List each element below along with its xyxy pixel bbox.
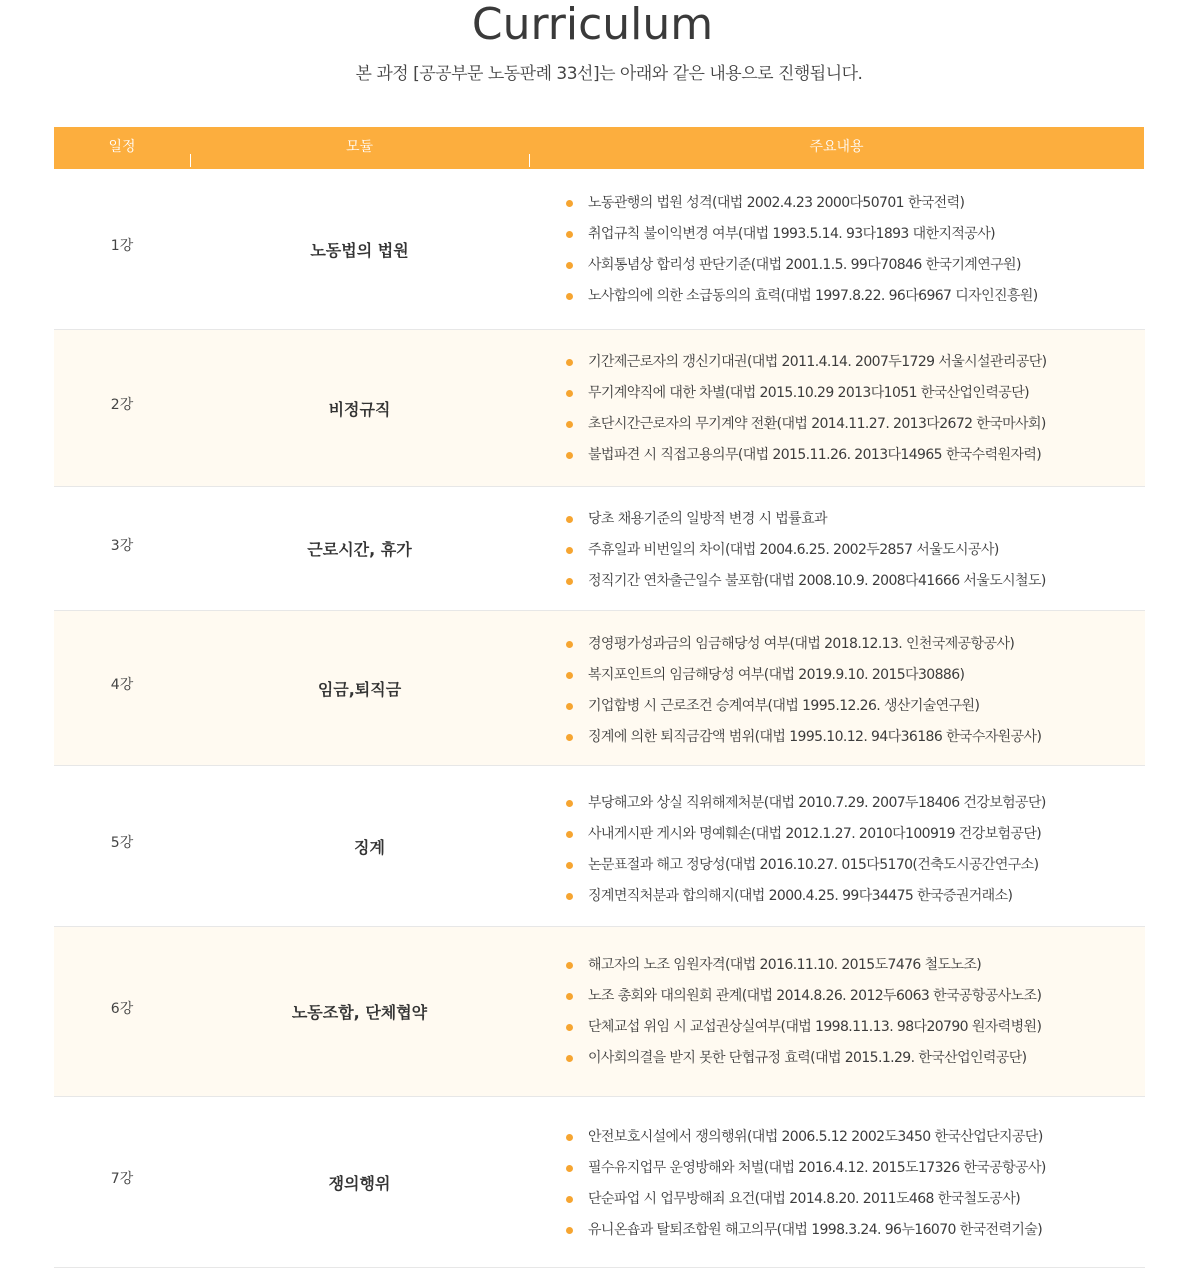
session-number: 6강 — [110, 1000, 134, 1017]
content-list — [566, 634, 1041, 758]
list-item — [566, 886, 1046, 917]
content-list — [566, 955, 1041, 1079]
session-number: 1강 — [110, 238, 134, 254]
content-list — [566, 193, 1038, 317]
list-item-text: 징계면직처분과 합의해지(대법 2000.4.25. 99다34475 한국증권거래소) — [588, 888, 1013, 904]
table-body — [54, 169, 1144, 1268]
bullet-icon — [566, 1024, 573, 1031]
list-item — [566, 1127, 1046, 1158]
bullet-icon — [566, 734, 573, 741]
bullet-icon — [566, 200, 573, 207]
list-item — [566, 255, 1038, 286]
bullet-icon — [566, 641, 573, 648]
bullet-icon — [566, 1055, 573, 1062]
bullet-icon — [566, 1134, 573, 1141]
list-item-text: 노조 총회와 대의원회 관계(대법 2014.8.26. 2012두6063 한국공항공사노조) — [588, 988, 1042, 1004]
bullet-icon — [566, 703, 573, 710]
list-item-text: 복지포인트의 임금해당성 여부(대법 2019.9.10. 2015다30886) — [588, 667, 965, 683]
session-number: 4강 — [110, 677, 134, 693]
list-item-text: 이사회의결을 받지 못한 단협규정 효력(대법 2015.1.29. 한국산업인력공단) — [588, 1050, 1027, 1066]
bullet-icon — [566, 831, 573, 838]
list-item — [566, 540, 1046, 571]
list-item — [566, 727, 1041, 758]
list-item-text: 유니온숍과 탈퇴조합원 해고의무(대법 1998.3.24. 96누16070 한국전력기술) — [588, 1222, 1043, 1238]
table-row — [54, 611, 1145, 766]
module-name: 임금,퇴직금 — [317, 679, 402, 699]
list-item — [566, 286, 1038, 317]
session-number: 3강 — [110, 537, 134, 554]
bullet-icon — [566, 1227, 573, 1234]
list-item — [566, 414, 1047, 445]
table-row — [54, 330, 1145, 487]
bullet-icon — [566, 231, 573, 238]
bullet-icon — [566, 672, 573, 679]
table-row — [54, 487, 1145, 611]
list-item-text: 초단시간근로자의 무기계약 전환(대법 2014.11.27. 2013다2672 한국마사회) — [588, 416, 1046, 432]
bullet-icon — [566, 516, 573, 523]
table-row — [54, 766, 1145, 927]
bullet-icon — [566, 893, 573, 900]
table-row — [54, 1097, 1145, 1268]
list-item-text: 노동관행의 법원 성격(대법 2002.4.23 2000다50701 한국전력) — [588, 195, 965, 211]
list-item — [566, 224, 1038, 255]
page-subtitle: 본 과정 [공공부문 노동판례 33선]는 아래와 같은 내용으로 진행됩니다. — [355, 64, 863, 84]
content-list — [566, 1127, 1046, 1251]
list-item-text: 정직기간 연차출근일수 불포함(대법 2008.10.9. 2008다41666 서울도시철도) — [588, 573, 1046, 589]
session-number: 7강 — [110, 1171, 134, 1187]
list-item — [566, 855, 1046, 886]
header-module: 모듈 — [345, 139, 374, 155]
list-item — [566, 986, 1041, 1017]
module-name: 근로시간, 휴가 — [307, 540, 412, 559]
list-item — [566, 1048, 1041, 1079]
list-item-text: 무기계약직에 대한 차별(대법 2015.10.29 2013다1051 한국산업인력공단) — [588, 385, 1029, 401]
list-item — [566, 793, 1046, 824]
session-number: 5강 — [110, 835, 134, 851]
list-item-text: 사회통념상 합리성 판단기준(대법 2001.1.5. 99다70846 한국기계연구원) — [588, 257, 1021, 273]
module-name: 쟁의행위 — [328, 1173, 391, 1193]
list-item-text: 논문표절과 해고 정당성(대법 2016.10.27. 015다5170(건축도시공간연구소) — [588, 857, 1039, 873]
list-item-text: 안전보호시설에서 쟁의행위(대법 2006.5.12 2002도3450 한국산업단지공단) — [588, 1129, 1043, 1145]
list-item — [566, 1158, 1046, 1189]
list-item — [566, 352, 1047, 383]
bullet-icon — [566, 547, 573, 554]
list-item — [566, 665, 1041, 696]
header-content: 주요내용 — [809, 139, 864, 155]
bullet-icon — [566, 800, 573, 807]
bullet-icon — [566, 1196, 573, 1203]
list-item-text: 해고자의 노조 임원자격(대법 2016.11.10. 2015도7476 철도노조) — [588, 957, 982, 973]
list-item — [566, 193, 1038, 224]
list-item-text: 필수유지업무 운영방해와 처벌(대법 2016.4.12. 2015도17326 한국공항공사) — [588, 1160, 1046, 1176]
content-list — [566, 509, 1046, 602]
session-number: 2강 — [110, 397, 134, 413]
list-item-text: 단체교섭 위임 시 교섭권상실여부(대법 1998.11.13. 98다20790 원자력병원) — [588, 1019, 1042, 1035]
list-item — [566, 1220, 1046, 1251]
bullet-icon — [566, 862, 573, 869]
list-item — [566, 634, 1041, 665]
header-session: 일정 — [108, 139, 136, 155]
module-name: 징계 — [354, 837, 385, 857]
bullet-icon — [566, 390, 573, 397]
bullet-icon — [566, 1165, 573, 1172]
bullet-icon — [566, 359, 573, 366]
module-name: 노동법의 법원 — [310, 240, 409, 260]
bullet-icon — [566, 962, 573, 969]
list-item — [566, 955, 1041, 986]
list-item-text: 기업합병 시 근로조건 승계여부(대법 1995.12.26. 생산기술연구원) — [588, 698, 980, 714]
list-item — [566, 696, 1041, 727]
content-list — [566, 793, 1046, 917]
list-item-text: 경영평가성과금의 임금해당성 여부(대법 2018.12.13. 인천국제공항공사) — [588, 636, 1015, 652]
table-row — [54, 927, 1145, 1097]
list-item — [566, 1189, 1046, 1220]
list-item — [566, 509, 1046, 540]
table-row — [54, 169, 1145, 330]
bullet-icon — [566, 452, 573, 459]
list-item-text: 단순파업 시 업무방해죄 요건(대법 2014.8.20. 2011도468 한국철도공사) — [588, 1191, 1021, 1207]
module-name: 노동조합, 단체협약 — [291, 1003, 428, 1022]
list-item — [566, 1017, 1041, 1048]
bullet-icon — [566, 578, 573, 585]
page-title: Curriculum — [471, 0, 714, 50]
bullet-icon — [566, 993, 573, 1000]
list-item — [566, 571, 1046, 602]
list-item — [566, 445, 1047, 476]
bullet-icon — [566, 293, 573, 300]
list-item-text: 당초 채용기준의 일방적 변경 시 법률효과 — [588, 511, 827, 527]
list-item-text: 기간제근로자의 갱신기대권(대법 2011.4.14. 2007두1729 서울시설관리공단) — [588, 354, 1047, 370]
table-header — [54, 127, 1144, 169]
list-item-text: 불법파견 시 직접고용의무(대법 2015.11.26. 2013다14965 한국수력원자력) — [588, 447, 1042, 463]
list-item-text: 징계에 의한 퇴직금감액 범위(대법 1995.10.12. 94다36186 한국수자원공사) — [588, 729, 1042, 745]
list-item — [566, 824, 1046, 855]
content-list — [566, 352, 1047, 476]
bullet-icon — [566, 262, 573, 269]
list-item-text: 노사합의에 의한 소급동의의 효력(대법 1997.8.22. 96다6967 디자인진흥원) — [588, 288, 1038, 304]
list-item-text: 부당해고와 상실 직위해제처분(대법 2010.7.29. 2007두18406 건강보험공단) — [588, 795, 1046, 811]
list-item-text: 주휴일과 비번일의 차이(대법 2004.6.25. 2002두2857 서울도시공사) — [588, 542, 999, 558]
list-item-text: 취업규칙 불이익변경 여부(대법 1993.5.14. 93다1893 대한지적공사) — [588, 226, 995, 242]
curriculum-table — [54, 127, 1144, 1268]
list-item-text: 사내게시판 게시와 명예훼손(대법 2012.1.27. 2010다100919 건강보험공단) — [588, 826, 1042, 842]
module-name: 비정규직 — [328, 399, 391, 419]
bullet-icon — [566, 421, 573, 428]
list-item — [566, 383, 1047, 414]
